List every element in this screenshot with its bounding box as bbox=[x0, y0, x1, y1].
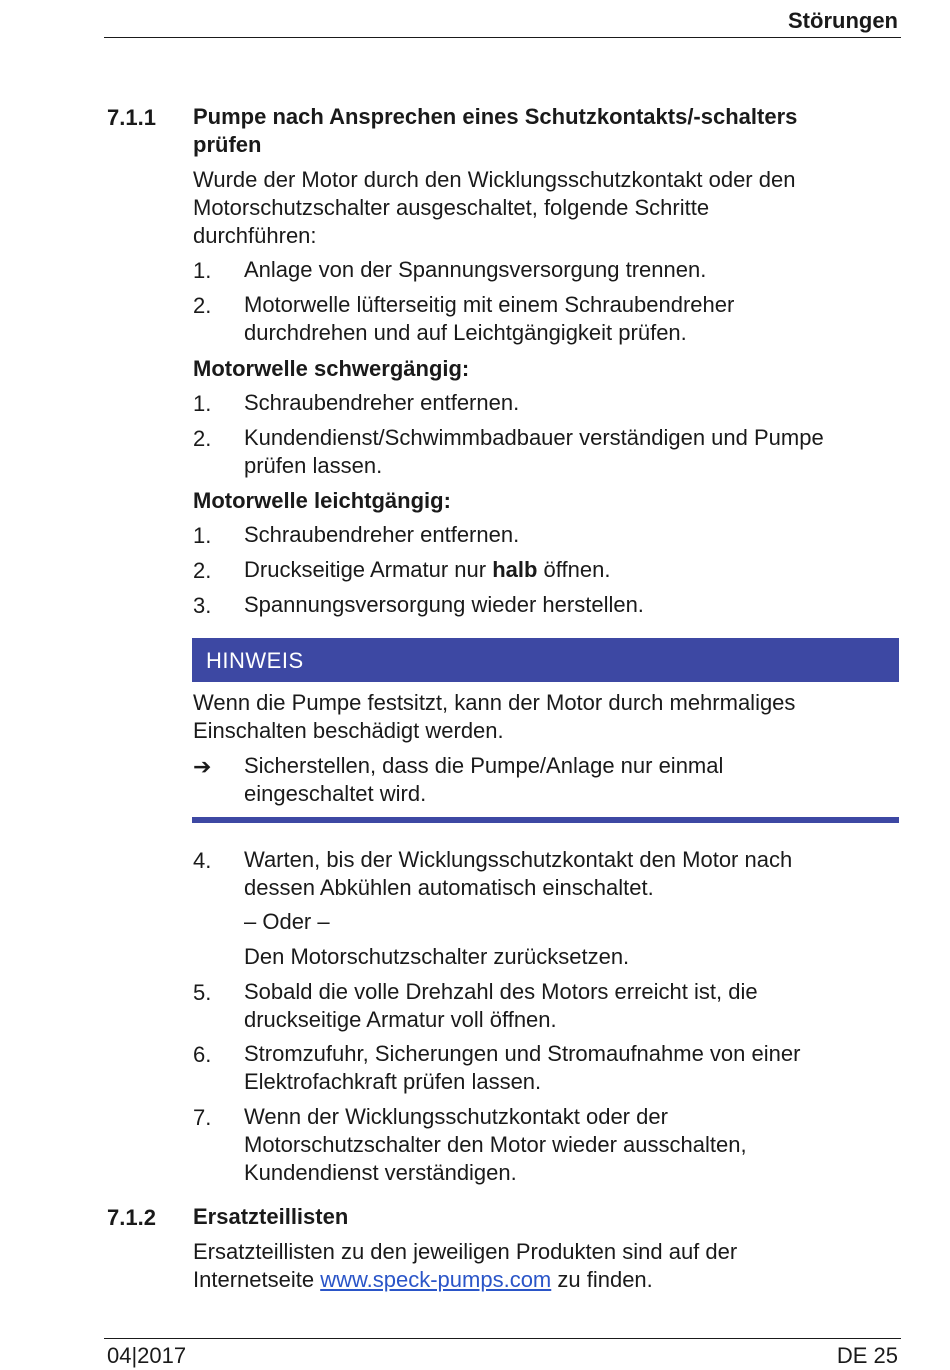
arrow-right-icon: ➔ bbox=[193, 754, 212, 779]
step-text bbox=[244, 846, 894, 902]
step-text bbox=[244, 556, 894, 584]
section-title-712: Ersatzteillisten bbox=[193, 1204, 349, 1229]
notice-text bbox=[193, 689, 893, 745]
step-line: Motorschutzschalter den Motor wieder ausschalten, bbox=[244, 1132, 747, 1157]
step-number: 7. bbox=[193, 1105, 212, 1130]
notice-banner bbox=[192, 638, 899, 682]
notice-bottom-rule bbox=[192, 817, 899, 823]
step-text: Spannungsversorgung wieder herstellen. bbox=[244, 592, 644, 617]
page-header-title: Störungen bbox=[788, 8, 898, 33]
step-text: Anlage von der Spannungsversorgung trennen. bbox=[244, 257, 707, 282]
section-title-711 bbox=[193, 103, 797, 159]
section-number-712: 7.1.2 bbox=[107, 1205, 156, 1230]
step-number: 4. bbox=[193, 848, 212, 873]
section-number-711: 7.1.1 bbox=[107, 105, 156, 130]
notice-action-line: Sicherstellen, dass die Pumpe/Anlage nur einmal bbox=[244, 753, 724, 778]
intro-line: Motorschutzschalter ausgeschaltet, folgende Schritte bbox=[193, 195, 710, 220]
subheading-light: Motorwelle leichtgängig: bbox=[193, 488, 451, 513]
notice-line: Einschalten beschädigt werden. bbox=[193, 718, 504, 743]
step-number: 6. bbox=[193, 1042, 212, 1067]
step-text: Den Motorschutzschalter zurücksetzen. bbox=[244, 944, 630, 969]
intro-line: durchführen: bbox=[193, 223, 317, 248]
step-number: 2. bbox=[193, 558, 212, 583]
step-text bbox=[244, 291, 894, 347]
step-text-bold: halb bbox=[492, 557, 538, 582]
step-text bbox=[244, 978, 894, 1034]
step-alternative: – Oder – bbox=[244, 909, 330, 934]
step-number: 2. bbox=[193, 426, 212, 451]
step-line: Sobald die volle Drehzahl des Motors erreicht ist, die bbox=[244, 979, 758, 1004]
subheading-heavy: Motorwelle schwergängig: bbox=[193, 356, 470, 381]
step-line: dessen Abkühlen automatisch einschaltet. bbox=[244, 875, 654, 900]
intro-line: Wurde der Motor durch den Wicklungsschutzkontakt oder den bbox=[193, 167, 796, 192]
step-line: Elektrofachkraft prüfen lassen. bbox=[244, 1069, 542, 1094]
step-line: Wenn der Wicklungsschutzkontakt oder der bbox=[244, 1104, 668, 1129]
website-link[interactable]: www.speck-pumps.com bbox=[320, 1267, 552, 1292]
step-line: prüfen lassen. bbox=[244, 453, 383, 478]
section-title-line: Pumpe nach Ansprechen eines Schutzkontakts/-schalters bbox=[193, 104, 798, 129]
notice-label: HINWEIS bbox=[206, 648, 304, 673]
notice-action-line: eingeschaltet wird. bbox=[244, 781, 427, 806]
step-number: 3. bbox=[193, 593, 212, 618]
step-line: Kundendienst/Schwimmbadbauer verständigen und Pumpe bbox=[244, 425, 824, 450]
spare-parts-paragraph bbox=[193, 1238, 893, 1294]
step-text-pre: Druckseitige Armatur nur bbox=[244, 557, 493, 582]
intro-paragraph bbox=[193, 166, 893, 250]
paragraph-text: zu finden. bbox=[551, 1267, 653, 1292]
step-text bbox=[244, 1103, 894, 1187]
paragraph-line bbox=[193, 1266, 893, 1294]
step-text-post: öffnen. bbox=[537, 557, 611, 582]
footer-page-number: DE 25 bbox=[836, 1343, 898, 1368]
step-number: 5. bbox=[193, 980, 212, 1005]
header-rule bbox=[104, 37, 901, 38]
step-line: druckseitige Armatur voll öffnen. bbox=[244, 1007, 557, 1032]
footer-date: 04|2017 bbox=[107, 1343, 187, 1368]
step-text: Schraubendreher entfernen. bbox=[244, 522, 520, 547]
step-text bbox=[244, 424, 894, 480]
step-line: Stromzufuhr, Sicherungen und Stromaufnahme von einer bbox=[244, 1041, 801, 1066]
notice-line: Wenn die Pumpe festsitzt, kann der Motor durch mehrmaliges bbox=[193, 690, 796, 715]
paragraph-line: Ersatzteillisten zu den jeweiligen Produkten sind auf der bbox=[193, 1239, 738, 1264]
notice-action bbox=[244, 752, 894, 808]
paragraph-text: Internetseite bbox=[193, 1267, 321, 1292]
step-line: durchdrehen und auf Leichtgängigkeit prüfen. bbox=[244, 320, 687, 345]
step-number: 1. bbox=[193, 523, 212, 548]
step-text: Schraubendreher entfernen. bbox=[244, 390, 520, 415]
footer-rule bbox=[104, 1338, 901, 1339]
step-number: 1. bbox=[193, 391, 212, 416]
step-number: 2. bbox=[193, 293, 212, 318]
step-text bbox=[244, 1040, 894, 1096]
step-line: Kundendienst verständigen. bbox=[244, 1160, 517, 1185]
section-title-line: prüfen bbox=[193, 132, 262, 157]
step-line: Motorwelle lüfterseitig mit einem Schraubendreher bbox=[244, 292, 735, 317]
step-number: 1. bbox=[193, 258, 212, 283]
step-line: Warten, bis der Wicklungsschutzkontakt den Motor nach bbox=[244, 847, 793, 872]
